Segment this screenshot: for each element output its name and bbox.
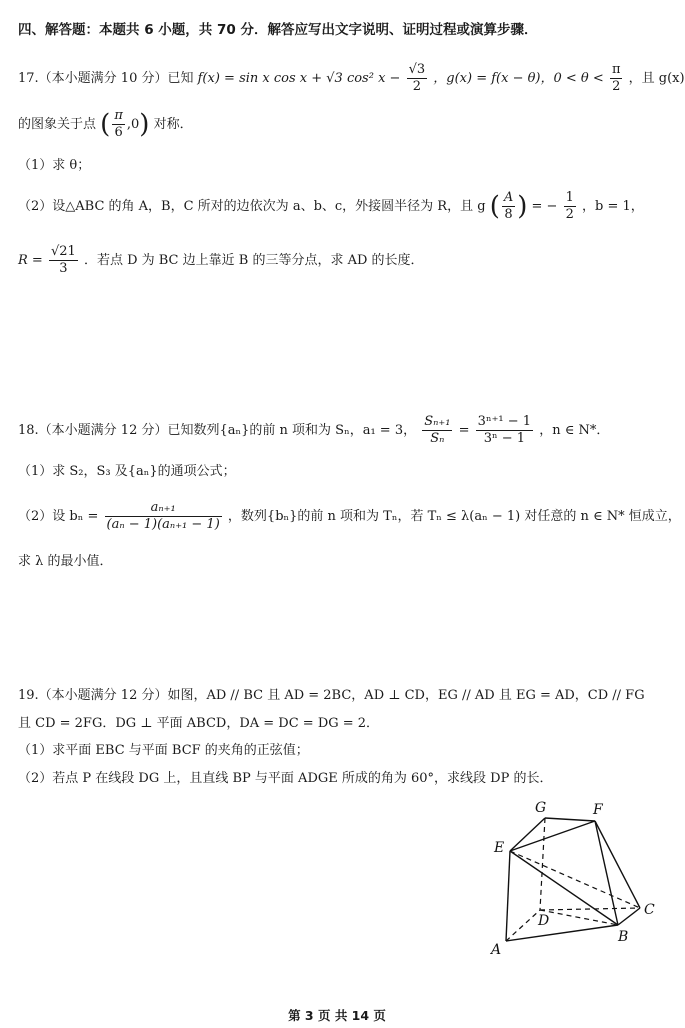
edge-DC bbox=[540, 908, 640, 910]
q17-part1: （1）求 θ； bbox=[18, 158, 91, 173]
q18-b-den: (aₙ − 1)(aₙ₊₁ − 1) bbox=[106, 517, 220, 532]
q18-b-num: aₙ₊₁ bbox=[105, 500, 222, 517]
q18-eq: = bbox=[458, 423, 470, 438]
q18-prefix: 18.（本小题满分 12 分）已知数列{aₙ}的前 n 项和为 Sₙ，a₁ = 3， bbox=[18, 423, 417, 438]
q17-line2-post: 对称． bbox=[153, 117, 193, 132]
edge-EF bbox=[510, 821, 595, 851]
q17-pi: π bbox=[611, 62, 621, 77]
q17-r-num: √21 bbox=[50, 244, 76, 259]
q18-part2-line2: 求 λ 的最小值． bbox=[18, 554, 113, 569]
q17-line2-pre: 的图象关于点 bbox=[18, 117, 97, 132]
edge-EG bbox=[510, 818, 545, 851]
q17-two: 2 bbox=[412, 79, 421, 94]
q17-a8-num: A bbox=[503, 190, 514, 205]
q17-a8-den: 8 bbox=[504, 207, 513, 222]
q18-part2-pre: （2）设 bₙ = bbox=[18, 509, 99, 524]
edge-AB bbox=[506, 925, 618, 941]
q18-s-num: Sₙ₊₁ bbox=[424, 414, 451, 429]
edge-EC bbox=[510, 851, 640, 908]
q17-half-num: 1 bbox=[565, 190, 574, 205]
q18-tail: ，n ∈ N*． bbox=[539, 423, 610, 438]
q17-part2: （2）设△ABC 的角 A，B，C 所对的边依次为 a、b、c，外接圆半径为 R，且 g ( $\frac{A}{8}$ ) = − $\frac{1}{2}$ ，b = 1， bbox=[18, 190, 644, 222]
edge-GF bbox=[545, 818, 595, 821]
q17-gx: ，g(x) = f(x − θ)，0 < θ < bbox=[433, 71, 604, 86]
q18-s-den: Sₙ bbox=[430, 431, 445, 446]
q17-pi6-num: π bbox=[114, 108, 123, 123]
q17-pi6-zero: ,0 bbox=[126, 117, 140, 132]
q18-part1: （1）求 S₂，S₃ 及{aₙ}的通项公式； bbox=[18, 464, 236, 479]
q17-pi6-den: 6 bbox=[114, 125, 123, 140]
q19-part2: （2）若点 P 在线段 DG 上，且直线 BP 与平面 ADGE 所成的角为 60°，求线段 DP 的长． bbox=[18, 771, 553, 786]
q17-line2: 的图象关于点 ( $\frac{\pi}{6}$ ,0) 对称． bbox=[18, 108, 193, 140]
edge-EB bbox=[510, 851, 618, 925]
q17-part2-mid: = − bbox=[531, 199, 558, 214]
q18-r-den: 3ⁿ − 1 bbox=[483, 431, 526, 446]
q19-part1: （1）求平面 EBC 与平面 BCF 的夹角的正弦值； bbox=[18, 743, 309, 758]
label-E: E bbox=[494, 840, 505, 856]
label-C: C bbox=[644, 902, 655, 918]
q17-r-tail: ．若点 D 为 BC 边上靠近 B 的三等分点，求 AD 的长度． bbox=[83, 253, 424, 268]
label-G: G bbox=[535, 800, 547, 816]
edge-BC bbox=[618, 908, 640, 925]
q17-sqrt3: √3 bbox=[408, 62, 426, 77]
q17-two-b: 2 bbox=[612, 79, 621, 94]
section-title: 四、解答题：本题共 6 小题，共 70 分．解答应写出文字说明、证明过程或演算步骤． bbox=[18, 22, 538, 38]
label-D: D bbox=[538, 913, 550, 929]
q17-part2-pre: （2）设△ABC 的角 A，B，C 所对的边依次为 a、b、c，外接圆半径为 R，且 g bbox=[18, 199, 486, 214]
q17-fx: f(x) = sin x cos x + √3 cos² x − bbox=[197, 71, 401, 86]
edge-GD bbox=[540, 818, 545, 910]
q18-r-num: 3ⁿ⁺¹ − 1 bbox=[477, 414, 532, 429]
q17-r-pre: R = bbox=[18, 253, 43, 268]
page-footer: 第 3 页 共 14 页 bbox=[288, 1008, 386, 1023]
label-B: B bbox=[618, 929, 629, 945]
q19-line2: 且 CD = 2FG．DG ⊥ 平面 ABCD，DA = DC = DG = 2． bbox=[18, 716, 380, 731]
q19-line1: 19.（本小题满分 12 分）如图，AD // BC 且 AD = 2BC，AD ⊥ CD，EG // AD 且 EG = AD，CD // FG bbox=[18, 688, 645, 703]
q17-part2-tail: ，b = 1， bbox=[582, 199, 644, 214]
q18-part2-tail: ，数列{bₙ}的前 n 项和为 Tₙ，若 Tₙ ≤ λ(aₙ − 1) 对任意的 n ∈ N* 恒成立， bbox=[227, 509, 681, 524]
q17-half-den: 2 bbox=[565, 207, 574, 222]
label-A: A bbox=[491, 942, 502, 958]
q17-prefix: 17.（本小题满分 10 分）已知 bbox=[18, 71, 194, 86]
q17-tail: ，且 g(x) bbox=[628, 71, 685, 86]
q17-r-den: 3 bbox=[59, 261, 68, 276]
edge-EA bbox=[506, 851, 510, 941]
edge-FC bbox=[595, 821, 640, 908]
label-F: F bbox=[593, 802, 603, 818]
